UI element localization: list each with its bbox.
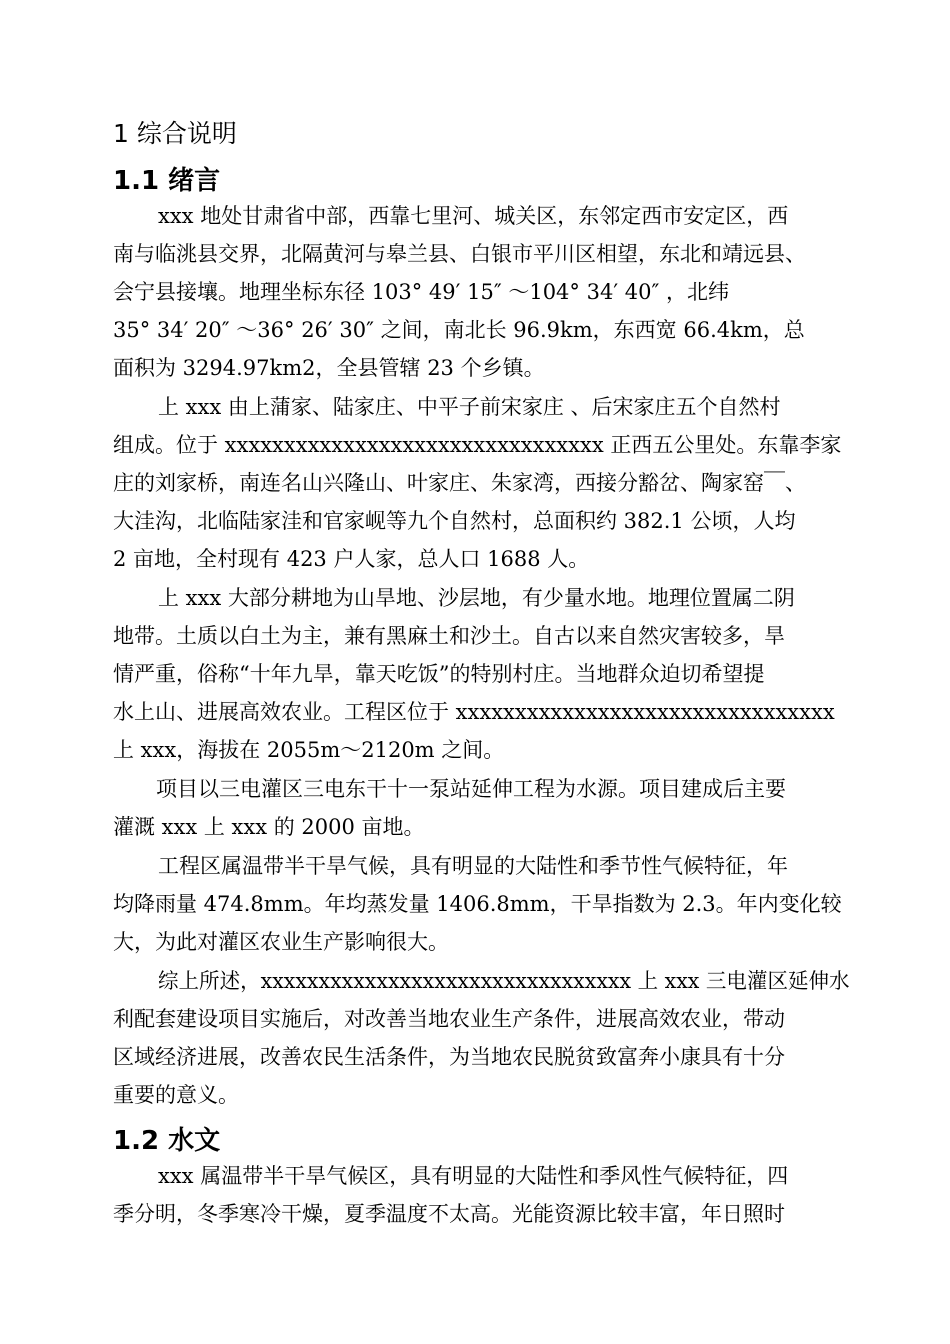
paragraph-line: 区域经济进展，改善农民生活条件，为当地农民脱贫致富奔小康具有十分 <box>113 1045 785 1069</box>
heading-comprehensive-description: 1 综合说明 <box>113 119 237 148</box>
paragraph-line: 情严重，俗称“十年九旱，靠天吃饭”的特别村庄。当地群众迫切希望提 <box>113 662 765 686</box>
paragraph-line: 利配套建设项目实施后，对改善当地农业生产条件，进展高效农业，带动 <box>113 1007 785 1031</box>
paragraph-line: 2 亩地，全村现有 423 户人家，总人口 1688 人。 <box>113 547 590 571</box>
paragraph-line: 上 xxx 由上蒲家、陆家庄、中平子前宋家庄 、后宋家庄五个自然村 <box>158 395 781 419</box>
paragraph-line: 均降雨量 474.8mm。年均蒸发量 1406.8mm，干旱指数为 2.3。年内变化较 <box>113 892 842 916</box>
heading-introduction: 1.1 绪言 <box>113 166 221 196</box>
paragraph-line: 组成。位于 xxxxxxxxxxxxxxxxxxxxxxxxxxxxxxxx 正西五公里处。东靠李家 <box>113 433 842 457</box>
paragraph-line: 面积为 3294.97km2，全县管辖 23 个乡镇。 <box>113 356 545 380</box>
paragraph-line: xxx 地处甘肃省中部，西靠七里河、城关区，东邻定西市安定区，西 <box>158 204 789 228</box>
paragraph-line: 大洼沟，北临陆家洼和官家岘等九个自然村，总面积约 382.1 公顷，人均 <box>113 509 796 533</box>
paragraph-line: 工程区属温带半干旱气候，具有明显的大陆性和季节性气候特征，年 <box>158 854 788 878</box>
paragraph-line: 重要的意义。 <box>113 1083 239 1107</box>
paragraph-line: 水上山、进展高效农业。工程区位于 xxxxxxxxxxxxxxxxxxxxxxxxxxxxxxxx <box>113 700 835 724</box>
paragraph-line: 会宁县接壤。地理坐标东径 103° 49′ 15″ ～104° 34′ 40″ ，北纬 <box>113 280 730 304</box>
paragraph-line: 综上所述，xxxxxxxxxxxxxxxxxxxxxxxxxxxxxxxx 上 xxx 三电灌区延伸水 <box>158 969 850 993</box>
paragraph-line: 35° 34′ 20″ ～36° 26′ 30″ 之间，南北长 96.9km，东西宽 66.4km，总 <box>113 318 805 342</box>
paragraph-line: 庄的刘家桥，南连名山兴隆山、叶家庄、朱家湾，西接分豁岔、陶家窑￣、 <box>113 471 806 495</box>
paragraph-line: 灌溉 xxx 上 xxx 的 2000 亩地。 <box>113 815 425 839</box>
paragraph-line: 南与临洮县交界，北隔黄河与皋兰县、白银市平川区相望，东北和靖远县、 <box>113 242 806 266</box>
paragraph-line: 地带。土质以白土为主，兼有黑麻土和沙土。自古以来自然灾害较多，旱 <box>113 624 785 648</box>
paragraph-line: 项目以三电灌区三电东干十一泵站延伸工程为水源。项目建成后主要 <box>156 777 786 801</box>
paragraph-line: xxx 属温带半干旱气候区，具有明显的大陆性和季风性气候特征，四 <box>158 1164 789 1188</box>
paragraph-line: 上 xxx 大部分耕地为山旱地、沙层地，有少量水地。地理位置属二阴 <box>158 586 795 610</box>
heading-hydrology: 1.2 水文 <box>113 1126 221 1156</box>
paragraph-line: 季分明，冬季寒冷干燥，夏季温度不太高。光能资源比较丰富，年日照时 <box>113 1202 785 1226</box>
paragraph-line: 大，为此对灌区农业生产影响很大。 <box>113 930 449 954</box>
paragraph-line: 上 xxx，海拔在 2055m～2120m 之间。 <box>113 738 505 762</box>
